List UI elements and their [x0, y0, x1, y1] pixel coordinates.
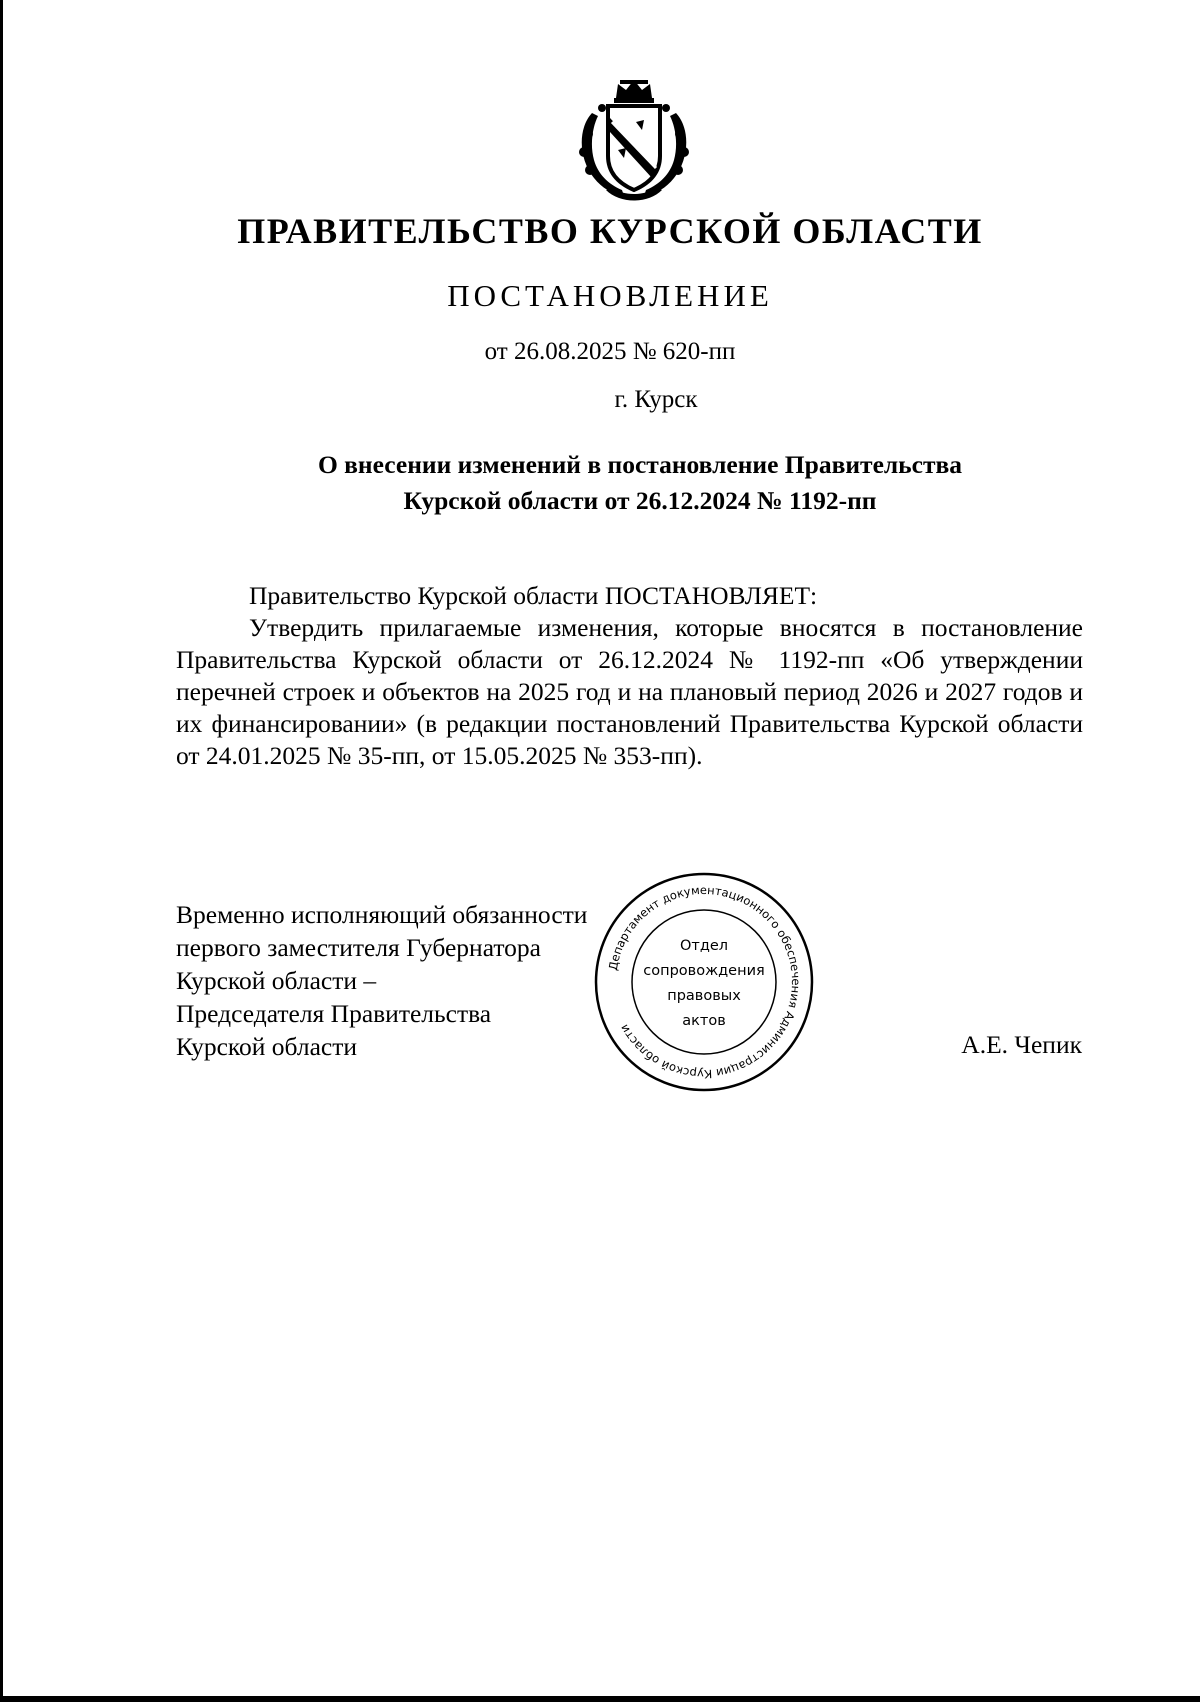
- signer-line-1: Временно исполняющий обязанности: [176, 900, 588, 929]
- resolution-text: Утвердить прилагаемые изменения, которые вносятся в постановление Правительства Курской области от 26.12.2024 № 1192-пп «Об утверждении перечней строек и объектов на 2025 год и на плановый период 2026 и 2027 годов и их финансировании» (в редакции постановлений Правительства Курской области от 24.01.2025 № 35-пп, от 15.05.2025 № 353-пп).: [176, 613, 1083, 770]
- resolution-intro: Правительство Курской области ПОСТАНОВЛЯЕТ:: [249, 581, 818, 610]
- subject-line-1: О внесении изменений в постановление Правительства: [317, 450, 963, 479]
- signer-line-3: Курской области –: [176, 966, 377, 995]
- signer-line-4: Председателя Правительства: [176, 999, 492, 1028]
- stamp-line-1: Отдел: [679, 938, 729, 954]
- document-type: ПОСТАНОВЛЕНИЕ: [447, 278, 773, 313]
- document-subject: [180, 447, 1100, 519]
- signer-line-5: Курской области: [176, 1032, 358, 1061]
- signer-position: [176, 898, 587, 1063]
- stamp-line-3: правовых: [667, 988, 741, 1004]
- stamp-line-2: сопровождения: [643, 963, 765, 979]
- organization-title: ПРАВИТЕЛЬСТВО КУРСКОЙ ОБЛАСТИ: [237, 211, 983, 251]
- subject-line-2: Курской области от 26.12.2024 № 1192-пп: [403, 486, 877, 515]
- official-stamp: [592, 870, 816, 1094]
- stamp-line-4: актов: [682, 1013, 726, 1029]
- coat-of-arms-icon: [572, 78, 696, 204]
- signer-line-2: первого заместителя Губернатора: [176, 933, 541, 962]
- document-city: г. Курск: [614, 386, 698, 413]
- signer-name: А.Е. Чепик: [961, 1030, 1082, 1059]
- stamp-center-text: [592, 934, 816, 1034]
- stamp-ring-text: Департамент документационного обеспечения Администрации Курской области: [605, 882, 804, 1082]
- document-number: от 26.08.2025 № 620-пп: [484, 338, 736, 365]
